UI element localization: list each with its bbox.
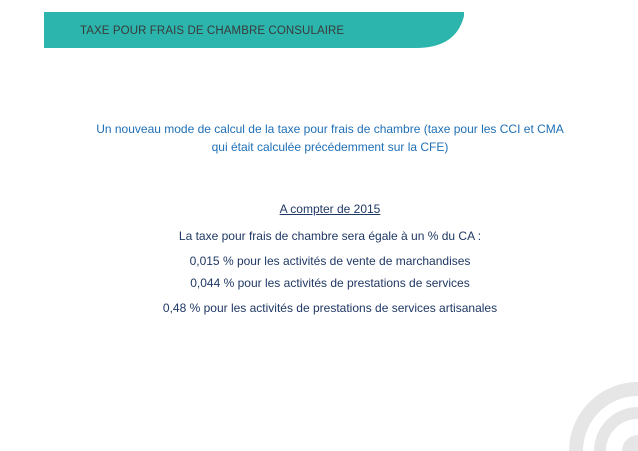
title-banner [44, 12, 464, 52]
date-heading: A compter de 2015 [279, 202, 381, 216]
corner-decoration-icon [538, 380, 638, 451]
intro-paragraph: Un nouveau mode de calcul de la taxe pour frais de chambre (taxe pour les CCI et CMA qui était calculée précédemment sur la CFE) [96, 122, 564, 154]
rate-statement: La taxe pour frais de chambre sera égale à un % du CA : [178, 229, 482, 243]
rate-item-crafts: 0,48 % pour les activités de prestations de services artisanales [162, 301, 498, 315]
rate-item-sales: 0,015 % pour les activités de vente de marchandises [189, 254, 471, 268]
rate-item-services: 0,044 % pour les activités de prestations de services [190, 276, 470, 290]
page-title: TAXE POUR FRAIS DE CHAMBRE CONSULAIRE [80, 25, 345, 37]
